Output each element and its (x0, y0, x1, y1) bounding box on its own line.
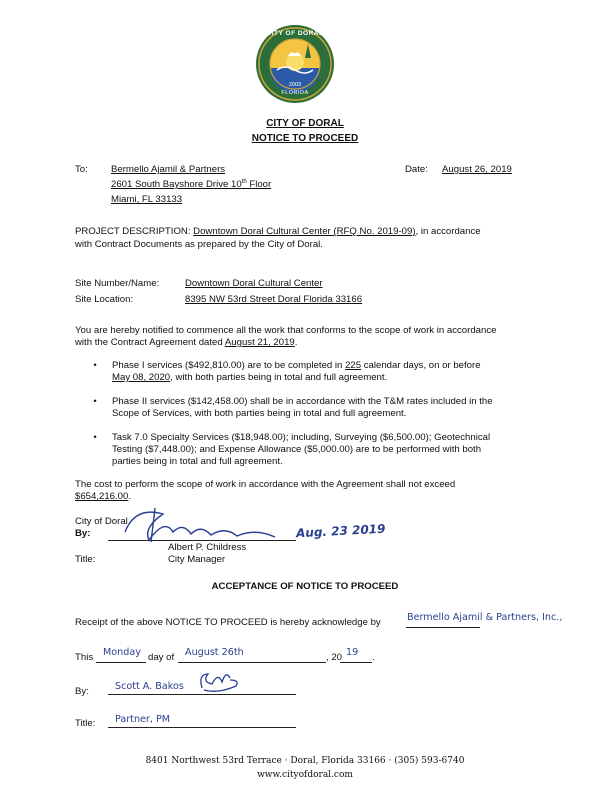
bullet1-line1 (112, 360, 481, 371)
cost-period: . (128, 491, 132, 502)
recipient-address (111, 179, 271, 190)
acceptance-company: Bermello Ajamil & Partners, Inc., (407, 612, 563, 623)
day-value: Monday (103, 647, 141, 658)
project-description-line2: with Contract Documents as prepared by the City of Doral. (75, 239, 323, 250)
cost-amount: $654,216.00 (75, 491, 129, 502)
month-line (178, 662, 326, 663)
agreement-date: August 21, 2019 (224, 337, 295, 348)
acceptance-heading: ACCEPTANCE OF NOTICE TO PROCEED (211, 581, 399, 592)
bullet1-days: 225 (345, 360, 362, 371)
recipient-city: Miami, FL 33133 (111, 194, 183, 205)
project-name: Downtown Doral Cultural Center (RFQ No. 2019-09) (193, 226, 416, 237)
signer-name: Albert P. Childress (168, 542, 247, 553)
footer-address: 8401 Northwest 53rd Terrace · Doral, Florida 33166 · (305) 593-6740 (145, 756, 465, 766)
signature-scribble (115, 502, 295, 544)
bullet1-line2-post: , with both parties being in total and full agreement. (170, 372, 388, 383)
acceptance-receipt-text: Receipt of the above NOTICE TO PROCEED is hereby acknowledge by (75, 617, 381, 628)
title-value: Partner, PM (115, 714, 171, 725)
signature-handwritten-date: Aug. 23 2019 (295, 521, 386, 541)
recipient-name: Bermello Ajamil & Partners (111, 164, 226, 175)
signature-by-label: By: (75, 528, 91, 539)
site-location-value: 8395 NW 53rd Street Doral Florida 33166 (185, 294, 363, 305)
day-line (96, 662, 146, 663)
city-seal (255, 24, 335, 104)
bullet1-line2 (112, 372, 387, 383)
site-number-value: Downtown Doral Cultural Center (185, 278, 323, 289)
bullet-dot: • (93, 360, 97, 371)
year-value: 19 (346, 647, 359, 658)
footer-website: www.cityofdoral.com (257, 770, 353, 780)
bullet3-line3: parties being in total and full agreement. (112, 456, 283, 467)
site-number-label: Site Number/Name: (75, 278, 160, 289)
seal-ring-text: CITY OF DORAL (266, 30, 324, 37)
notice-line2-pre: with the Contract Agreement dated (75, 337, 225, 348)
bullet2-line2: Scope of Services, with both parties being in total and full agreement. (112, 408, 407, 419)
document-title-line2: NOTICE TO PROCEED (251, 133, 359, 144)
initials-scribble (196, 668, 240, 694)
signature-org: City of Doral (75, 516, 128, 527)
title-line (108, 727, 296, 728)
signature-title-label: Title: (75, 554, 96, 565)
to-label: To: (75, 164, 88, 175)
signer-title: City Manager (168, 554, 226, 565)
acceptance-company-line (406, 627, 480, 628)
address-pre: 2601 South Bayshore Drive 10 (111, 179, 242, 191)
notice-line2 (75, 337, 297, 348)
seal-state: FLORIDA (281, 90, 309, 96)
project-description-line1 (75, 226, 481, 237)
by-line (108, 694, 296, 695)
seal-year: 2003 (288, 82, 302, 88)
date-label: Date: (405, 164, 428, 175)
day-of-label: day of (148, 652, 175, 663)
date-value: August 26, 2019 (442, 164, 512, 175)
by-label: By: (75, 686, 89, 697)
bullet3-line1: Task 7.0 Specialty Services ($18,948.00); including, Surveying ($6,500.00); Geotechnical (112, 432, 491, 443)
bullet1-post: calendar days, on or before (361, 360, 481, 371)
site-location-label: Site Location: (75, 294, 134, 305)
month-value: August 26th (185, 647, 244, 658)
bullet1-date: May 08, 2020 (112, 372, 171, 383)
this-label: This (75, 652, 94, 663)
by-value: Scott A. Bakos (115, 681, 184, 692)
address-sup: th (241, 179, 247, 185)
address-post: Floor (246, 179, 272, 191)
notice-line2-post: . (294, 337, 298, 348)
bullet1-pre: Phase I services ($492,810.00) are to be completed in (112, 360, 346, 371)
cost-line2 (75, 491, 131, 502)
project-label: PROJECT DESCRIPTION: (75, 226, 191, 237)
project-rest1: , in accordance (415, 226, 481, 237)
document-title-line1: CITY OF DORAL (266, 118, 344, 129)
title-label: Title: (75, 718, 96, 729)
bullet2-line1: Phase II services ($142,458.00) shall be in accordance with the T&M rates included in the (112, 396, 493, 407)
notice-line1: You are hereby notified to commence all the work that conforms to the scope of work in accordance (75, 325, 497, 336)
year-end: . (372, 652, 375, 663)
year-line (340, 662, 372, 663)
bullet-dot: • (93, 396, 97, 407)
year-prefix: , 20 (326, 652, 343, 663)
bullet-dot: • (93, 432, 97, 443)
bullet3-line2: Testing ($7,448.00); and Expense Allowance ($5,000.00) are to be performed with both (112, 444, 482, 455)
cost-line1: The cost to perform the scope of work in accordance with the Agreement shall not exceed (75, 479, 456, 490)
